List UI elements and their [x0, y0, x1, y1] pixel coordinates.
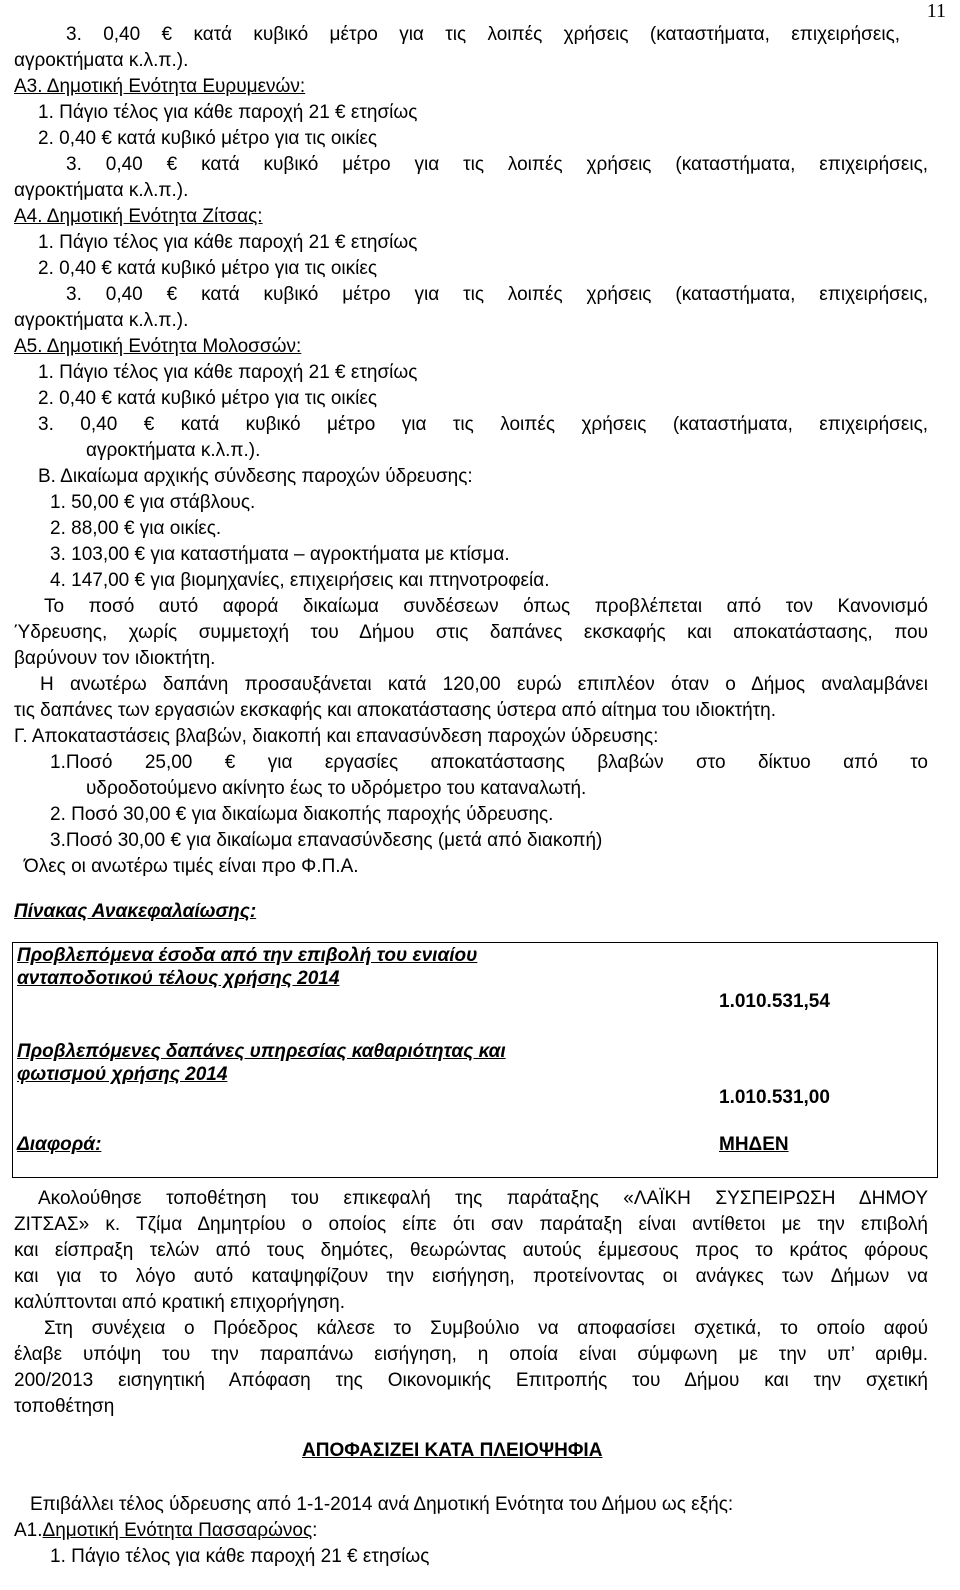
list-item: 1. Πάγιο τέλος για κάθε παροχή 21 € ετησίως: [50, 1546, 430, 1567]
list-item: 2. 88,00 € για οικίες.: [50, 518, 222, 539]
list-item: 1. Πάγιο τέλος για κάθε παροχή 21 € ετησίως: [38, 102, 418, 123]
difference-label: Διαφορά:: [17, 1134, 102, 1155]
list-item: 2. 0,40 € κατά κυβικό μέτρο για τις οικίες: [38, 388, 377, 409]
text-line: Όλες οι ανωτέρω τιμές είναι προ Φ.Π.Α.: [24, 856, 359, 877]
section-label: Δημοτική Ενότητα Πασσαρώνος: [42, 1520, 313, 1541]
paragraph-line: και για το λόγο αυτό καταψηφίζουν την εισήγηση, προτείνοντας οι ανάγκες των Δήμων να: [14, 1266, 928, 1287]
paragraph-line: Η ανωτέρω δαπάνη προσαυξάνεται κατά 120,00 ευρώ επιπλέον όταν ο Δήμος αναλαμβάνει: [40, 674, 928, 695]
text-line: αγροκτήματα κ.λ.π.).: [14, 180, 189, 201]
list-item: 1. Πάγιο τέλος για κάθε παροχή 21 € ετησίως: [38, 362, 418, 383]
paragraph-line: έλαβε υπόψη του την παραπάνω εισήγηση, η οποία είναι σύμφωνη με την υπ’ αριθμ.: [14, 1344, 928, 1365]
paragraph-line: Ακολούθησε τοποθέτηση του επικεφαλή της παράταξης «ΛΑΪΚΗ ΣΥΣΠΕΙΡΩΣΗ ΔΗΜΟΥ: [38, 1188, 928, 1209]
list-item: 3. 0,40 € κατά κυβικό μέτρο για τις λοιπές χρήσεις (καταστήματα, επιχειρήσεις,: [38, 414, 928, 435]
text-line: υδροδοτούμενο ακίνητο έως το υδρόμετρο του καταναλωτή.: [86, 778, 587, 799]
text-line: αγροκτήματα κ.λ.π.).: [14, 310, 189, 331]
section-heading-a5: Α5. Δημοτική Ενότητα Μολοσσών:: [14, 336, 302, 357]
section-suffix: :: [312, 1520, 318, 1541]
paragraph-line: Ύδρευσης, χωρίς συμμετοχή του Δήμου στις δαπάνες εκσκαφής και αποκατάστασης, που: [14, 622, 928, 643]
expense-label: Προβλεπόμενες δαπάνες υπηρεσίας καθαριότητας και: [17, 1041, 506, 1062]
section-heading-b: Β. Δικαίωμα αρχικής σύνδεσης παροχών ύδρευσης:: [38, 466, 473, 487]
section-heading-g: Γ. Αποκαταστάσεις βλαβών, διακοπή και επανασύνδεση παροχών ύδρευσης:: [14, 726, 659, 747]
text-line: αγροκτήματα κ.λ.π.).: [86, 440, 261, 461]
list-item: 3. 0,40 € κατά κυβικό μέτρο για τις λοιπές χρήσεις (καταστήματα, επιχειρήσεις,: [66, 154, 928, 175]
paragraph-line: Στη συνέχεια ο Πρόεδρος κάλεσε το Συμβούλιο να αποφασίσει σχετικά, το οποίο αφού: [44, 1318, 928, 1339]
list-item: 1.Ποσό 25,00 € για εργασίες αποκατάστασης βλαβών στο δίκτυο από το: [50, 752, 928, 773]
paragraph-line: Επιβάλλει τέλος ύδρευσης από 1-1-2014 ανά Δημοτική Ενότητα του Δήμου ως εξής:: [30, 1494, 734, 1515]
revenue-label: ανταποδοτικού τέλους χρήσης 2014: [17, 968, 340, 989]
list-item: 2. 0,40 € κατά κυβικό μέτρο για τις οικίες: [38, 258, 377, 279]
decision-heading: ΑΠΟΦΑΣΙΖΕΙ ΚΑΤΑ ΠΛΕΙΟΨΗΦΙΑ: [302, 1440, 603, 1461]
list-item: 3. 103,00 € για καταστήματα – αγροκτήματα με κτίσμα.: [50, 544, 510, 565]
paragraph-line: 200/2013 εισηγητική Απόφαση της Οικονομικής Επιτροπής του Δήμου και την σχετική: [14, 1370, 928, 1391]
paragraph-line: τοποθέτηση: [14, 1396, 115, 1417]
paragraph-line: και είσπραξη τελών από τους δημότες, θεωρώντας αυτούς έμμεσους προς το κράτος φόρους: [14, 1240, 928, 1261]
text-line: 3. 0,40 € κατά κυβικό μέτρο για τις λοιπές χρήσεις (καταστήματα, επιχειρήσεις,: [66, 24, 900, 45]
paragraph-line: βαρύνουν τον ιδιοκτήτη.: [14, 648, 216, 669]
list-item: 3. 0,40 € κατά κυβικό μέτρο για τις λοιπές χρήσεις (καταστήματα, επιχειρήσεις,: [66, 284, 928, 305]
paragraph-line: Το ποσό αυτό αφορά δικαίωμα συνδέσεων όπως προβλέπεται από τον Κανονισμό: [44, 596, 928, 617]
section-heading-a1: [14, 1518, 317, 1544]
revenue-value: 1.010.531,54: [719, 991, 830, 1012]
expense-label: φωτισμού χρήσης 2014: [17, 1064, 228, 1085]
list-item: 1. 50,00 € για στάβλους.: [50, 492, 256, 513]
section-heading-a4: Α4. Δημοτική Ενότητα Ζίτσας:: [14, 206, 263, 227]
page-number: 11: [926, 0, 946, 22]
list-item: 4. 147,00 € για βιομηχανίες, επιχειρήσεις και πτηνοτροφεία.: [50, 570, 550, 591]
text-line: αγροκτήματα κ.λ.π.).: [14, 50, 189, 71]
section-prefix: Α1.: [14, 1520, 43, 1541]
list-item: 2. 0,40 € κατά κυβικό μέτρο για τις οικίες: [38, 128, 377, 149]
list-item: 3.Ποσό 30,00 € για δικαίωμα επανασύνδεσης (μετά από διακοπή): [50, 830, 603, 851]
paragraph-line: τις δαπάνες των εργασιών εκσκαφής και αποκατάστασης ύστερα από αίτημα του ιδιοκτήτη.: [14, 700, 777, 721]
list-item: 1. Πάγιο τέλος για κάθε παροχή 21 € ετησίως: [38, 232, 418, 253]
summary-table: [12, 942, 938, 1178]
revenue-label: Προβλεπόμενα έσοδα από την επιβολή του ενιαίου: [17, 945, 478, 966]
section-heading-a3: Α3. Δημοτική Ενότητα Ευρυμενών:: [14, 76, 306, 97]
expense-value: 1.010.531,00: [719, 1087, 830, 1108]
paragraph-line: ΖΙΤΣΑΣ» κ. Τζίμα Δημητρίου ο οποίος είπε ότι σαν παράταξη είναι αντίθετοι με την επιβολή: [14, 1214, 928, 1235]
list-item: 2. Ποσό 30,00 € για δικαίωμα διακοπής παροχής ύδρευσης.: [50, 804, 554, 825]
difference-value: ΜΗΔΕΝ: [719, 1134, 789, 1155]
summary-title: Πίνακας Ανακεφαλαίωσης:: [14, 901, 257, 922]
paragraph-line: καλύπτονται από κρατική επιχορήγηση.: [14, 1292, 345, 1313]
